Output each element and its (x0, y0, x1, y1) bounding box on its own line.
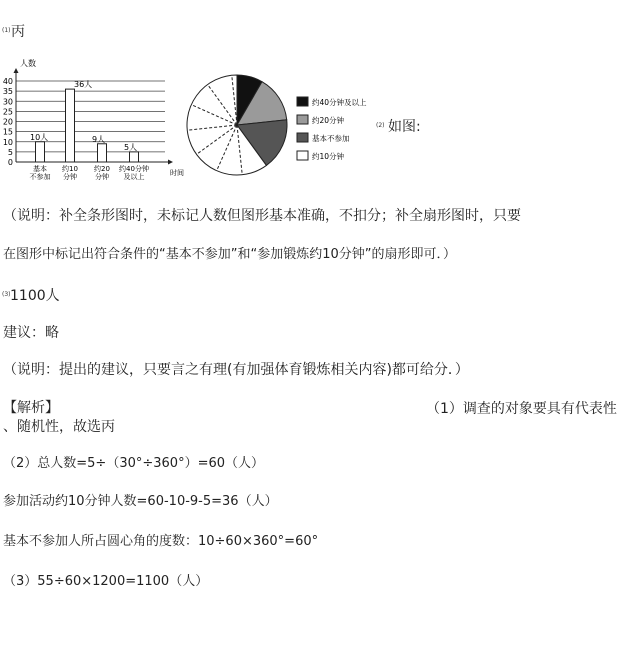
pie-legend (297, 97, 367, 161)
x-category-label: 约40分钟 (119, 165, 149, 173)
analysis-line1-cont: 、随机性，故选丙 (3, 419, 115, 435)
legend-swatch (297, 133, 308, 142)
y-axis-arrow (14, 68, 19, 73)
analysis-line3: 参加活动约10分钟人数=60-10-9-5=36（人） (3, 494, 278, 509)
y-tick-label: 15 (2, 127, 13, 137)
bar (66, 89, 75, 162)
q2-answer: 如图: (388, 119, 421, 135)
y-tick-label: 20 (2, 117, 13, 127)
q2-marker: (2) (376, 122, 385, 129)
analysis-line2: （2）总人数=5÷（30°÷360°）=60（人） (3, 456, 265, 471)
bar-data-label: 10人 (30, 132, 49, 142)
analysis-line1-right: （1）调查的对象要具有代表性 (426, 401, 617, 417)
y-tick-label: 25 (2, 107, 13, 117)
bar-chart-xlabel: 时间 (170, 169, 184, 177)
bar (98, 144, 107, 162)
x-category-label: 不参加 (29, 173, 51, 181)
bar (130, 152, 139, 162)
legend-swatch (297, 151, 308, 160)
bar-data-label: 5人 (124, 142, 138, 152)
y-tick-label: 30 (2, 97, 13, 107)
suggestion: 建议：略 (3, 325, 59, 341)
legend-swatch (297, 97, 308, 106)
pie-chart (185, 68, 380, 183)
analysis-title: 【解析】 (3, 400, 59, 416)
x-category-label: 及以上 (123, 173, 145, 181)
q1-marker: (1) (2, 27, 11, 34)
x-axis-arrow (168, 160, 173, 165)
legend-label: 基本不参加 (312, 134, 350, 143)
x-category-label: 约10 (62, 165, 78, 173)
note1-line1: （说明：补全条形图时，未标记人数但图形基本准确，不扣分；补全扇形图时，只要 (3, 208, 521, 224)
q1-answer: 丙 (11, 24, 25, 40)
bar-chart-labels (30, 79, 149, 181)
x-category-label: 分钟 (63, 173, 77, 181)
legend-swatch (297, 115, 308, 124)
legend-label: 约40分钟及以上 (312, 98, 367, 107)
x-category-label: 基本 (33, 165, 47, 173)
bar-chart (0, 55, 200, 190)
analysis-line4: 基本不参加人所占圆心角的度数：10÷60×360°=60° (3, 534, 319, 549)
bar-data-label: 9人 (92, 134, 106, 144)
bar-data-label: 36人 (74, 80, 93, 90)
pie-slices (187, 75, 287, 175)
y-tick-label: 5 (7, 147, 13, 157)
note2: （说明：提出的建议，只要言之有理(有加强体育锻炼相关内容)都可给分．） (3, 362, 469, 378)
x-category-label: 分钟 (95, 173, 109, 181)
y-tick-label: 0 (7, 158, 13, 167)
bar (36, 142, 45, 162)
bar-chart-ylabel: 人数 (20, 59, 36, 68)
note1-line2: 在图形中标记出符合条件的“基本不参加”和“参加锻炼约10分钟”的扇形即可．） (3, 247, 456, 262)
analysis-line5: （3）55÷60×1200=1100（人） (3, 574, 209, 589)
q3-marker: (3) (2, 291, 11, 298)
legend-label: 约20分钟 (312, 116, 345, 125)
y-tick-label: 35 (2, 87, 13, 97)
y-tick-label: 10 (2, 137, 13, 147)
q3-answer: 1100人 (10, 288, 60, 304)
y-tick-label: 40 (2, 77, 13, 86)
legend-label: 约10分钟 (312, 152, 345, 161)
x-category-label: 约20 (94, 165, 110, 173)
